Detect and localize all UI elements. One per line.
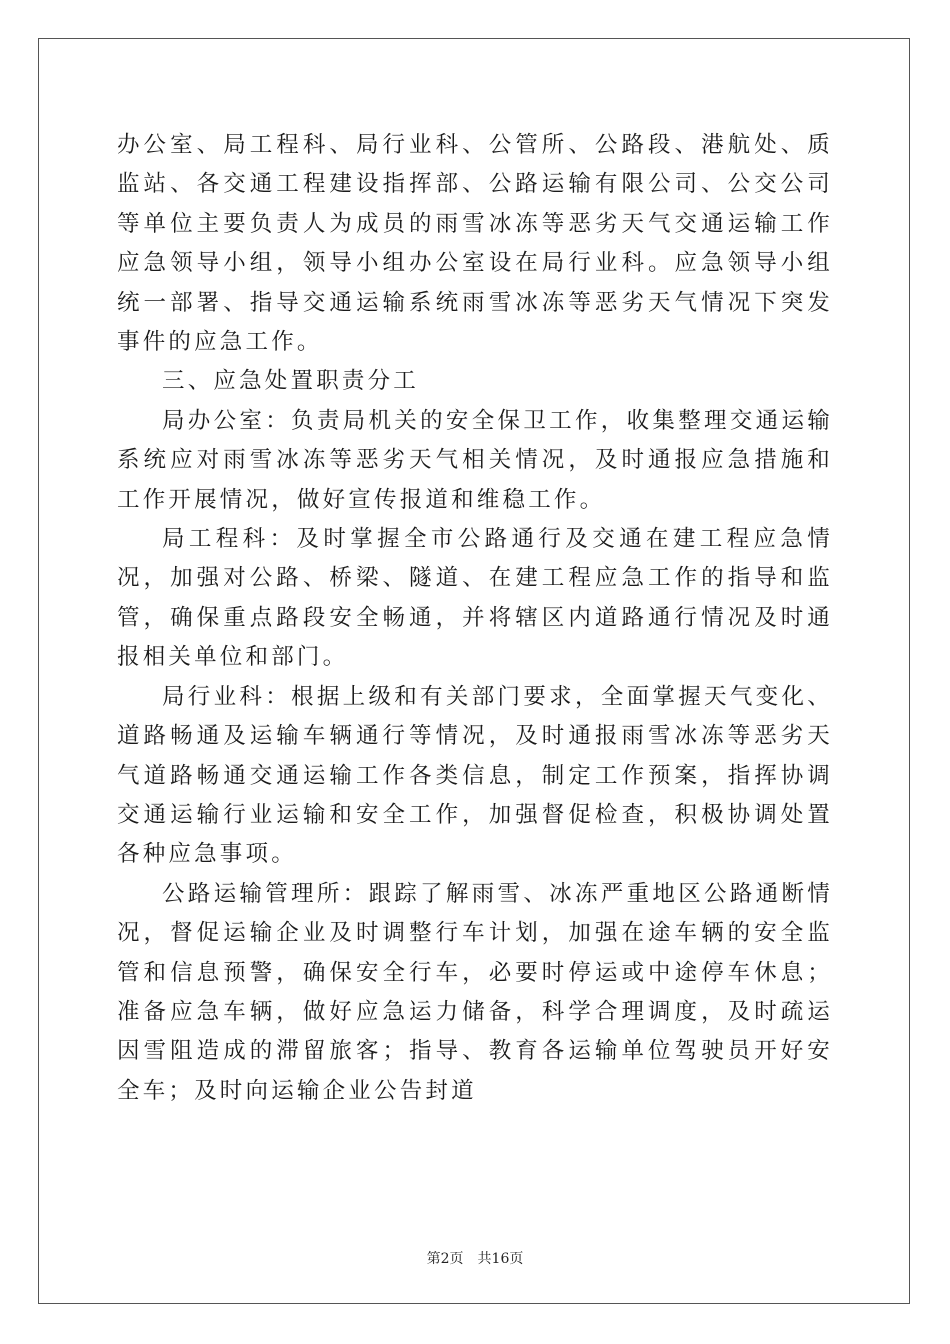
page-number: 第2页 (426, 1251, 464, 1267)
page-footer (0, 1248, 950, 1268)
page-total: 共16页 (477, 1251, 524, 1267)
paragraph-transport: 公路运输管理所：跟踪了解雨雪、冰冻严重地区公路通断情况，督促运输企业及时调整行车计划，加强在途车辆的安全监管和信息预警，确保安全行车，必要时停运或中途停车休息；准备应急车辆，做好应急运力储备，科学合理调度，及时疏运因雪阻造成的滞留旅客；指导、教育各运输单位驾驶员开好安全车；及时向运输企业公告封道 (117, 880, 833, 1104)
paragraph-industry: 局行业科：根据上级和有关部门要求，全面掌握天气变化、道路畅通及运输车辆通行等情况，及时通报雨雪冰冻等恶劣天气道路畅通交通运输工作各类信息，制定工作预案，指挥协调交通运输行业运输和安全工作，加强督促检查，积极协调处置各种应急事项。 (117, 683, 833, 868)
paragraph-engineering: 局工程科：及时掌握全市公路通行及交通在建工程应急情况，加强对公路、桥梁、隧道、在建工程应急工作的指导和监管，确保重点路段安全畅通，并将辖区内道路通行情况及时通报相关单位和部门。 (117, 526, 833, 671)
paragraph-1: 办公室、局工程科、局行业科、公管所、公路段、港航处、质监站、各交通工程建设指挥部、公路运输有限公司、公交公司等单位主要负责人为成员的雨雪冰冻等恶劣天气交通运输工作应急领导小组，领导小组办公室设在局行业科。应急领导小组统一部署、指导交通运输系统雨雪冰冻等恶劣天气情况下突发事件的应急工作。 (117, 132, 833, 356)
paragraph-office: 局办公室：负责局机关的安全保卫工作，收集整理交通运输系统应对雨雪冰冻等恶劣天气相关情况，及时通报应急措施和工作开展情况，做好宣传报道和维稳工作。 (117, 407, 833, 513)
section-heading: 三、应急处置职责分工 (162, 368, 420, 395)
document-body (117, 126, 833, 1111)
